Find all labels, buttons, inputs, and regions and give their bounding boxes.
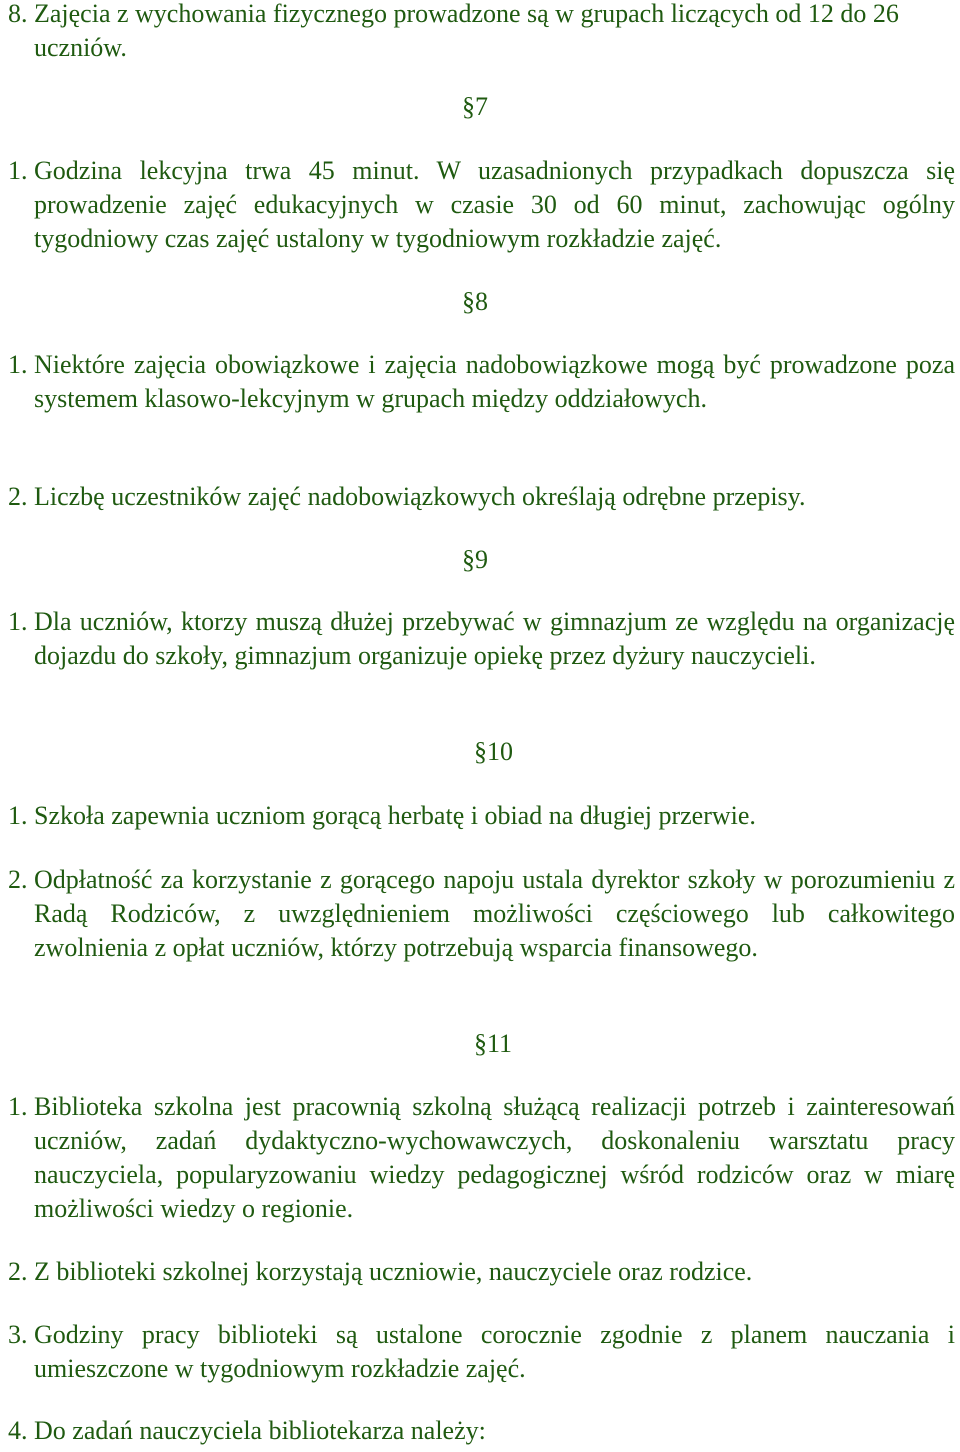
item-text: Niektóre zajęcia obowiązkowe i zajęcia nadobowiązkowe mogą być prowadzone poza systemem klasowo-lekcyjnym w grupach między oddziałowych. (34, 350, 955, 413)
section-9-item-1 (8, 605, 955, 673)
item-number: 2. (8, 1257, 28, 1286)
section-heading-7: §7 (462, 92, 488, 121)
item-number: 1. (8, 156, 28, 185)
section-11-item-1 (8, 1090, 955, 1226)
item-number: 2. (8, 865, 28, 894)
item-number: 8. (8, 0, 28, 28)
section-10-item-2 (8, 863, 955, 965)
paragraph-8 (8, 0, 955, 65)
section-8-item-2 (8, 480, 955, 514)
section-11-item-4 (8, 1414, 955, 1448)
section-heading-10: §10 (474, 737, 513, 766)
item-text: Dla uczniów, ktorzy muszą dłużej przebywać w gimnazjum ze względu na organizację dojazdu do szkoły, gimnazjum organizuje opiekę przez dyżury nauczycieli. (34, 607, 955, 670)
item-text: Godziny pracy biblioteki są ustalone corocznie zgodnie z planem nauczania i umieszczone w tygodniowym rozkładzie zajęć. (34, 1320, 955, 1383)
item-text: Szkoła zapewnia uczniom gorącą herbatę i obiad na długiej przerwie. (34, 801, 756, 830)
section-8-item-1 (8, 348, 955, 416)
section-heading-8: §8 (462, 287, 488, 316)
item-text: Z biblioteki szkolnej korzystają uczniowie, nauczyciele oraz rodzice. (34, 1257, 753, 1286)
item-number: 1. (8, 607, 28, 636)
item-text: Godzina lekcyjna trwa 45 minut. W uzasadnionych przypadkach dopuszcza się prowadzenie zajęć edukacyjnych w czasie 30 od 60 minut, zachowując ogólny tygodniowy czas zajęć ustalony w tygodniowym rozkładzie zajęć. (34, 156, 955, 253)
item-text: Biblioteka szkolna jest pracownią szkolną służącą realizacji potrzeb i zainteresowań uczniów, zadań dydaktyczno-wychowawczych, doskonaleniu warsztatu pracy nauczyciela, popularyzowaniu wiedzy pedagogicznej wśród rodziców oraz w miarę możliwości wiedzy o regionie. (34, 1092, 955, 1223)
item-number: 1. (8, 1092, 28, 1121)
item-text: Liczbę uczestników zajęć nadobowiązkowych określają odrębne przepisy. (34, 482, 806, 511)
item-number: 3. (8, 1320, 28, 1349)
section-7-item-1 (8, 154, 955, 256)
item-text: Odpłatność za korzystanie z gorącego napoju ustala dyrektor szkoły w porozumieniu z Radą Rodziców, z uwzględnieniem możliwości częściowego lub całkowitego zwolnienia z opłat uczniów, którzy potrzebują wsparcia finansowego. (34, 865, 955, 962)
item-text: Do zadań nauczyciela bibliotekarza należy: (34, 1416, 486, 1445)
section-heading-11: §11 (474, 1029, 513, 1058)
item-number: 2. (8, 482, 28, 511)
section-11-item-3 (8, 1318, 955, 1386)
section-11-item-2 (8, 1255, 955, 1289)
section-heading-9: §9 (462, 545, 488, 574)
section-10-item-1 (8, 799, 955, 833)
item-number: 4. (8, 1416, 28, 1445)
item-number: 1. (8, 801, 28, 830)
item-text: Zajęcia z wychowania fizycznego prowadzone są w grupach liczących od 12 do 26 uczniów. (34, 0, 899, 62)
item-number: 1. (8, 350, 28, 379)
